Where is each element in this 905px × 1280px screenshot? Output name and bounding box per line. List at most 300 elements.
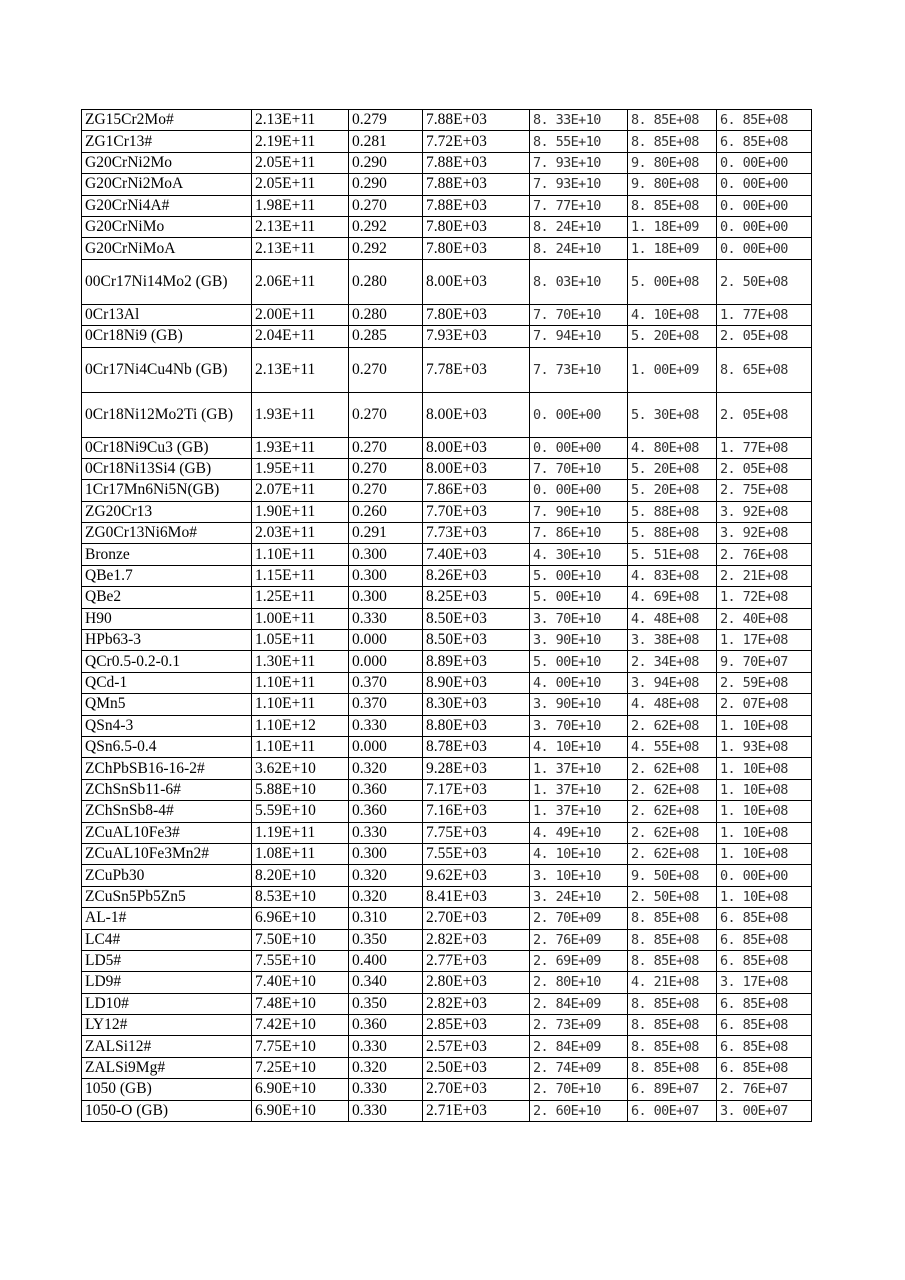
poisson-ratio-cell: 0.280 — [349, 304, 423, 325]
tensile-strength-cell: 8. 85E+08 — [628, 1036, 717, 1057]
shear-modulus-cell: 7. 90E+10 — [530, 501, 628, 522]
material-properties-table — [81, 109, 812, 1122]
shear-modulus-cell: 0. 00E+00 — [530, 480, 628, 501]
elastic-modulus-cell: 2.13E+11 — [252, 110, 349, 131]
tensile-strength-cell: 4. 55E+08 — [628, 736, 717, 757]
shear-modulus-cell: 2. 80E+10 — [530, 972, 628, 993]
elastic-modulus-cell: 8.53E+10 — [252, 886, 349, 907]
yield-strength-cell: 0. 00E+00 — [717, 174, 812, 195]
table-row — [82, 950, 812, 971]
table-row — [82, 630, 812, 651]
yield-strength-cell: 6. 85E+08 — [717, 950, 812, 971]
density-cell: 7.80E+03 — [423, 216, 530, 237]
table-row — [82, 843, 812, 864]
poisson-ratio-cell: 0.400 — [349, 950, 423, 971]
density-cell: 7.72E+03 — [423, 131, 530, 152]
table-row — [82, 480, 812, 501]
yield-strength-cell: 6. 85E+08 — [717, 110, 812, 131]
density-cell: 7.86E+03 — [423, 480, 530, 501]
shear-modulus-cell: 7. 73E+10 — [530, 347, 628, 392]
yield-strength-cell: 2. 40E+08 — [717, 608, 812, 629]
poisson-ratio-cell: 0.270 — [349, 458, 423, 479]
density-cell: 8.00E+03 — [423, 259, 530, 304]
tensile-strength-cell: 8. 85E+08 — [628, 950, 717, 971]
tensile-strength-cell: 4. 80E+08 — [628, 437, 717, 458]
yield-strength-cell: 1. 10E+08 — [717, 822, 812, 843]
table-row — [82, 929, 812, 950]
yield-strength-cell: 0. 00E+00 — [717, 152, 812, 173]
shear-modulus-cell: 4. 10E+10 — [530, 843, 628, 864]
yield-strength-cell: 2. 07E+08 — [717, 694, 812, 715]
material-name-cell: 0Cr18Ni12Mo2Ti (GB) — [82, 392, 252, 437]
tensile-strength-cell: 1. 18E+09 — [628, 238, 717, 259]
shear-modulus-cell: 3. 90E+10 — [530, 694, 628, 715]
yield-strength-cell: 2. 76E+08 — [717, 544, 812, 565]
poisson-ratio-cell: 0.300 — [349, 565, 423, 586]
elastic-modulus-cell: 2.05E+11 — [252, 152, 349, 173]
table-row — [82, 565, 812, 586]
shear-modulus-cell: 7. 93E+10 — [530, 174, 628, 195]
tensile-strength-cell: 9. 80E+08 — [628, 152, 717, 173]
table-row — [82, 779, 812, 800]
yield-strength-cell: 1. 10E+08 — [717, 886, 812, 907]
tensile-strength-cell: 8. 85E+08 — [628, 195, 717, 216]
yield-strength-cell: 6. 85E+08 — [717, 1015, 812, 1036]
yield-strength-cell: 2. 21E+08 — [717, 565, 812, 586]
tensile-strength-cell: 5. 30E+08 — [628, 392, 717, 437]
density-cell: 7.88E+03 — [423, 152, 530, 173]
yield-strength-cell: 2. 76E+07 — [717, 1079, 812, 1100]
density-cell: 8.78E+03 — [423, 736, 530, 757]
shear-modulus-cell: 1. 37E+10 — [530, 801, 628, 822]
shear-modulus-cell: 4. 10E+10 — [530, 736, 628, 757]
tensile-strength-cell: 5. 20E+08 — [628, 458, 717, 479]
tensile-strength-cell: 2. 62E+08 — [628, 758, 717, 779]
yield-strength-cell: 6. 85E+08 — [717, 131, 812, 152]
poisson-ratio-cell: 0.291 — [349, 523, 423, 544]
tensile-strength-cell: 4. 21E+08 — [628, 972, 717, 993]
table-row — [82, 259, 812, 304]
table-row — [82, 1015, 812, 1036]
density-cell: 7.88E+03 — [423, 195, 530, 216]
tensile-strength-cell: 5. 51E+08 — [628, 544, 717, 565]
tensile-strength-cell: 8. 85E+08 — [628, 929, 717, 950]
yield-strength-cell: 0. 00E+00 — [717, 238, 812, 259]
table-row — [82, 908, 812, 929]
tensile-strength-cell: 2. 62E+08 — [628, 843, 717, 864]
table-row — [82, 1079, 812, 1100]
poisson-ratio-cell: 0.270 — [349, 480, 423, 501]
elastic-modulus-cell: 7.55E+10 — [252, 950, 349, 971]
material-name-cell: G20CrNi2MoA — [82, 174, 252, 195]
poisson-ratio-cell: 0.320 — [349, 1057, 423, 1078]
density-cell: 7.16E+03 — [423, 801, 530, 822]
table-row — [82, 174, 812, 195]
material-name-cell: QCr0.5-0.2-0.1 — [82, 651, 252, 672]
yield-strength-cell: 6. 85E+08 — [717, 993, 812, 1014]
poisson-ratio-cell: 0.000 — [349, 736, 423, 757]
elastic-modulus-cell: 1.08E+11 — [252, 843, 349, 864]
table-row — [82, 1057, 812, 1078]
poisson-ratio-cell: 0.285 — [349, 326, 423, 347]
poisson-ratio-cell: 0.330 — [349, 715, 423, 736]
poisson-ratio-cell: 0.360 — [349, 1015, 423, 1036]
yield-strength-cell: 0. 00E+00 — [717, 195, 812, 216]
table-row — [82, 608, 812, 629]
poisson-ratio-cell: 0.330 — [349, 1100, 423, 1121]
poisson-ratio-cell: 0.370 — [349, 672, 423, 693]
density-cell: 2.57E+03 — [423, 1036, 530, 1057]
density-cell: 2.80E+03 — [423, 972, 530, 993]
yield-strength-cell: 1. 93E+08 — [717, 736, 812, 757]
poisson-ratio-cell: 0.290 — [349, 174, 423, 195]
material-name-cell: 00Cr17Ni14Mo2 (GB) — [82, 259, 252, 304]
density-cell: 7.73E+03 — [423, 523, 530, 544]
tensile-strength-cell: 3. 38E+08 — [628, 630, 717, 651]
density-cell: 8.00E+03 — [423, 458, 530, 479]
elastic-modulus-cell: 2.19E+11 — [252, 131, 349, 152]
shear-modulus-cell: 2. 73E+09 — [530, 1015, 628, 1036]
elastic-modulus-cell: 1.30E+11 — [252, 651, 349, 672]
poisson-ratio-cell: 0.320 — [349, 758, 423, 779]
table-row — [82, 544, 812, 565]
density-cell: 2.70E+03 — [423, 1079, 530, 1100]
shear-modulus-cell: 2. 70E+10 — [530, 1079, 628, 1100]
yield-strength-cell: 6. 85E+08 — [717, 908, 812, 929]
poisson-ratio-cell: 0.370 — [349, 694, 423, 715]
material-name-cell: 0Cr17Ni4Cu4Nb (GB) — [82, 347, 252, 392]
shear-modulus-cell: 7. 70E+10 — [530, 304, 628, 325]
elastic-modulus-cell: 1.25E+11 — [252, 587, 349, 608]
material-name-cell: LD10# — [82, 993, 252, 1014]
material-name-cell: ZChSnSb11-6# — [82, 779, 252, 800]
yield-strength-cell: 2. 50E+08 — [717, 259, 812, 304]
table-row — [82, 458, 812, 479]
material-name-cell: G20CrNiMoA — [82, 238, 252, 259]
density-cell: 7.55E+03 — [423, 843, 530, 864]
poisson-ratio-cell: 0.270 — [349, 392, 423, 437]
shear-modulus-cell: 2. 84E+09 — [530, 993, 628, 1014]
tensile-strength-cell: 6. 00E+07 — [628, 1100, 717, 1121]
tensile-strength-cell: 8. 85E+08 — [628, 1015, 717, 1036]
table-row — [82, 501, 812, 522]
tensile-strength-cell: 8. 85E+08 — [628, 908, 717, 929]
shear-modulus-cell: 1. 37E+10 — [530, 779, 628, 800]
material-name-cell: ZCuPb30 — [82, 865, 252, 886]
table-row — [82, 304, 812, 325]
poisson-ratio-cell: 0.292 — [349, 216, 423, 237]
material-name-cell: ZALSi9Mg# — [82, 1057, 252, 1078]
table-body — [82, 110, 812, 1122]
yield-strength-cell: 6. 85E+08 — [717, 929, 812, 950]
elastic-modulus-cell: 2.13E+11 — [252, 347, 349, 392]
yield-strength-cell: 3. 92E+08 — [717, 523, 812, 544]
density-cell: 2.82E+03 — [423, 929, 530, 950]
density-cell: 7.88E+03 — [423, 110, 530, 131]
elastic-modulus-cell: 1.00E+11 — [252, 608, 349, 629]
tensile-strength-cell: 9. 80E+08 — [628, 174, 717, 195]
table-row — [82, 758, 812, 779]
table-row — [82, 1100, 812, 1121]
shear-modulus-cell: 3. 70E+10 — [530, 608, 628, 629]
material-name-cell: HPb63-3 — [82, 630, 252, 651]
material-name-cell: ZCuAL10Fe3# — [82, 822, 252, 843]
yield-strength-cell: 1. 77E+08 — [717, 437, 812, 458]
table-row — [82, 523, 812, 544]
density-cell: 2.85E+03 — [423, 1015, 530, 1036]
table-row — [82, 736, 812, 757]
poisson-ratio-cell: 0.310 — [349, 908, 423, 929]
tensile-strength-cell: 2. 62E+08 — [628, 779, 717, 800]
table-row — [82, 238, 812, 259]
material-name-cell: G20CrNiMo — [82, 216, 252, 237]
table-row — [82, 587, 812, 608]
material-name-cell: 0Cr18Ni9 (GB) — [82, 326, 252, 347]
material-name-cell: Bronze — [82, 544, 252, 565]
material-name-cell: LC4# — [82, 929, 252, 950]
shear-modulus-cell: 2. 69E+09 — [530, 950, 628, 971]
tensile-strength-cell: 4. 10E+08 — [628, 304, 717, 325]
material-name-cell: ZG15Cr2Mo# — [82, 110, 252, 131]
material-name-cell: ZCuAL10Fe3Mn2# — [82, 843, 252, 864]
density-cell: 2.77E+03 — [423, 950, 530, 971]
elastic-modulus-cell: 2.13E+11 — [252, 216, 349, 237]
poisson-ratio-cell: 0.330 — [349, 1036, 423, 1057]
elastic-modulus-cell: 5.59E+10 — [252, 801, 349, 822]
elastic-modulus-cell: 1.15E+11 — [252, 565, 349, 586]
density-cell: 7.80E+03 — [423, 304, 530, 325]
shear-modulus-cell: 7. 77E+10 — [530, 195, 628, 216]
shear-modulus-cell: 7. 86E+10 — [530, 523, 628, 544]
table-row — [82, 993, 812, 1014]
tensile-strength-cell: 2. 62E+08 — [628, 822, 717, 843]
table-row — [82, 347, 812, 392]
elastic-modulus-cell: 1.05E+11 — [252, 630, 349, 651]
shear-modulus-cell: 8. 24E+10 — [530, 238, 628, 259]
tensile-strength-cell: 2. 62E+08 — [628, 715, 717, 736]
tensile-strength-cell: 9. 50E+08 — [628, 865, 717, 886]
material-name-cell: QCd-1 — [82, 672, 252, 693]
poisson-ratio-cell: 0.300 — [349, 843, 423, 864]
elastic-modulus-cell: 7.42E+10 — [252, 1015, 349, 1036]
poisson-ratio-cell: 0.000 — [349, 630, 423, 651]
shear-modulus-cell: 4. 49E+10 — [530, 822, 628, 843]
yield-strength-cell: 0. 00E+00 — [717, 865, 812, 886]
poisson-ratio-cell: 0.330 — [349, 1079, 423, 1100]
table-row — [82, 672, 812, 693]
poisson-ratio-cell: 0.360 — [349, 801, 423, 822]
tensile-strength-cell: 2. 34E+08 — [628, 651, 717, 672]
density-cell: 8.25E+03 — [423, 587, 530, 608]
shear-modulus-cell: 1. 37E+10 — [530, 758, 628, 779]
density-cell: 2.82E+03 — [423, 993, 530, 1014]
shear-modulus-cell: 4. 00E+10 — [530, 672, 628, 693]
table-row — [82, 392, 812, 437]
elastic-modulus-cell: 8.20E+10 — [252, 865, 349, 886]
yield-strength-cell: 1. 72E+08 — [717, 587, 812, 608]
yield-strength-cell: 1. 10E+08 — [717, 715, 812, 736]
density-cell: 8.26E+03 — [423, 565, 530, 586]
poisson-ratio-cell: 0.281 — [349, 131, 423, 152]
elastic-modulus-cell: 2.04E+11 — [252, 326, 349, 347]
shear-modulus-cell: 2. 70E+09 — [530, 908, 628, 929]
shear-modulus-cell: 0. 00E+00 — [530, 437, 628, 458]
shear-modulus-cell: 7. 93E+10 — [530, 152, 628, 173]
density-cell: 7.70E+03 — [423, 501, 530, 522]
yield-strength-cell: 6. 85E+08 — [717, 1057, 812, 1078]
yield-strength-cell: 6. 85E+08 — [717, 1036, 812, 1057]
yield-strength-cell: 0. 00E+00 — [717, 216, 812, 237]
shear-modulus-cell: 7. 94E+10 — [530, 326, 628, 347]
poisson-ratio-cell: 0.279 — [349, 110, 423, 131]
poisson-ratio-cell: 0.350 — [349, 993, 423, 1014]
density-cell: 2.50E+03 — [423, 1057, 530, 1078]
elastic-modulus-cell: 2.00E+11 — [252, 304, 349, 325]
poisson-ratio-cell: 0.350 — [349, 929, 423, 950]
density-cell: 7.17E+03 — [423, 779, 530, 800]
density-cell: 7.75E+03 — [423, 822, 530, 843]
elastic-modulus-cell: 6.90E+10 — [252, 1100, 349, 1121]
poisson-ratio-cell: 0.260 — [349, 501, 423, 522]
shear-modulus-cell: 2. 60E+10 — [530, 1100, 628, 1121]
yield-strength-cell: 1. 10E+08 — [717, 758, 812, 779]
elastic-modulus-cell: 7.75E+10 — [252, 1036, 349, 1057]
shear-modulus-cell: 4. 30E+10 — [530, 544, 628, 565]
density-cell: 8.80E+03 — [423, 715, 530, 736]
shear-modulus-cell: 5. 00E+10 — [530, 587, 628, 608]
shear-modulus-cell: 8. 24E+10 — [530, 216, 628, 237]
elastic-modulus-cell: 7.25E+10 — [252, 1057, 349, 1078]
shear-modulus-cell: 8. 55E+10 — [530, 131, 628, 152]
elastic-modulus-cell: 2.03E+11 — [252, 523, 349, 544]
shear-modulus-cell: 8. 03E+10 — [530, 259, 628, 304]
yield-strength-cell: 2. 75E+08 — [717, 480, 812, 501]
elastic-modulus-cell: 7.48E+10 — [252, 993, 349, 1014]
density-cell: 7.88E+03 — [423, 174, 530, 195]
density-cell: 8.89E+03 — [423, 651, 530, 672]
elastic-modulus-cell: 1.10E+11 — [252, 672, 349, 693]
poisson-ratio-cell: 0.330 — [349, 608, 423, 629]
elastic-modulus-cell: 2.13E+11 — [252, 238, 349, 259]
tensile-strength-cell: 6. 89E+07 — [628, 1079, 717, 1100]
material-name-cell: H90 — [82, 608, 252, 629]
yield-strength-cell: 1. 10E+08 — [717, 843, 812, 864]
table-row — [82, 886, 812, 907]
material-name-cell: G20CrNi2Mo — [82, 152, 252, 173]
elastic-modulus-cell: 7.40E+10 — [252, 972, 349, 993]
elastic-modulus-cell: 2.07E+11 — [252, 480, 349, 501]
elastic-modulus-cell: 1.10E+11 — [252, 736, 349, 757]
tensile-strength-cell: 3. 94E+08 — [628, 672, 717, 693]
tensile-strength-cell: 8. 85E+08 — [628, 1057, 717, 1078]
tensile-strength-cell: 4. 69E+08 — [628, 587, 717, 608]
density-cell: 8.50E+03 — [423, 630, 530, 651]
density-cell: 7.40E+03 — [423, 544, 530, 565]
table-row — [82, 715, 812, 736]
poisson-ratio-cell: 0.270 — [349, 437, 423, 458]
yield-strength-cell: 1. 77E+08 — [717, 304, 812, 325]
table-row — [82, 131, 812, 152]
yield-strength-cell: 9. 70E+07 — [717, 651, 812, 672]
density-cell: 9.62E+03 — [423, 865, 530, 886]
shear-modulus-cell: 3. 10E+10 — [530, 865, 628, 886]
elastic-modulus-cell: 1.95E+11 — [252, 458, 349, 479]
poisson-ratio-cell: 0.360 — [349, 779, 423, 800]
tensile-strength-cell: 8. 85E+08 — [628, 131, 717, 152]
material-name-cell: QSn4-3 — [82, 715, 252, 736]
table-row — [82, 437, 812, 458]
shear-modulus-cell: 3. 90E+10 — [530, 630, 628, 651]
density-cell: 7.93E+03 — [423, 326, 530, 347]
shear-modulus-cell: 0. 00E+00 — [530, 392, 628, 437]
material-name-cell: 0Cr18Ni9Cu3 (GB) — [82, 437, 252, 458]
tensile-strength-cell: 4. 48E+08 — [628, 608, 717, 629]
material-name-cell: 0Cr13Al — [82, 304, 252, 325]
elastic-modulus-cell: 1.98E+11 — [252, 195, 349, 216]
poisson-ratio-cell: 0.300 — [349, 587, 423, 608]
shear-modulus-cell: 3. 70E+10 — [530, 715, 628, 736]
elastic-modulus-cell: 5.88E+10 — [252, 779, 349, 800]
tensile-strength-cell: 4. 83E+08 — [628, 565, 717, 586]
density-cell: 8.90E+03 — [423, 672, 530, 693]
shear-modulus-cell: 8. 33E+10 — [530, 110, 628, 131]
density-cell: 7.78E+03 — [423, 347, 530, 392]
elastic-modulus-cell: 3.62E+10 — [252, 758, 349, 779]
poisson-ratio-cell: 0.280 — [349, 259, 423, 304]
shear-modulus-cell: 2. 84E+09 — [530, 1036, 628, 1057]
poisson-ratio-cell: 0.320 — [349, 886, 423, 907]
shear-modulus-cell: 7. 70E+10 — [530, 458, 628, 479]
elastic-modulus-cell: 1.10E+11 — [252, 544, 349, 565]
elastic-modulus-cell: 1.19E+11 — [252, 822, 349, 843]
material-name-cell: ZG20Cr13 — [82, 501, 252, 522]
yield-strength-cell: 1. 10E+08 — [717, 779, 812, 800]
table-row — [82, 110, 812, 131]
material-name-cell: ZALSi12# — [82, 1036, 252, 1057]
elastic-modulus-cell: 1.90E+11 — [252, 501, 349, 522]
tensile-strength-cell: 2. 62E+08 — [628, 801, 717, 822]
tensile-strength-cell: 2. 50E+08 — [628, 886, 717, 907]
material-name-cell: QMn5 — [82, 694, 252, 715]
density-cell: 9.28E+03 — [423, 758, 530, 779]
density-cell: 7.80E+03 — [423, 238, 530, 259]
tensile-strength-cell: 4. 48E+08 — [628, 694, 717, 715]
table-row — [82, 822, 812, 843]
yield-strength-cell: 2. 59E+08 — [717, 672, 812, 693]
elastic-modulus-cell: 6.90E+10 — [252, 1079, 349, 1100]
table-row — [82, 694, 812, 715]
poisson-ratio-cell: 0.292 — [349, 238, 423, 259]
material-name-cell: ZChSnSb8-4# — [82, 801, 252, 822]
table-row — [82, 865, 812, 886]
material-name-cell: LD5# — [82, 950, 252, 971]
material-name-cell: ZG1Cr13# — [82, 131, 252, 152]
material-name-cell: AL-1# — [82, 908, 252, 929]
poisson-ratio-cell: 0.300 — [349, 544, 423, 565]
tensile-strength-cell: 1. 18E+09 — [628, 216, 717, 237]
tensile-strength-cell: 8. 85E+08 — [628, 993, 717, 1014]
elastic-modulus-cell: 1.93E+11 — [252, 437, 349, 458]
poisson-ratio-cell: 0.000 — [349, 651, 423, 672]
material-name-cell: ZChPbSB16-16-2# — [82, 758, 252, 779]
table-row — [82, 216, 812, 237]
table-row — [82, 195, 812, 216]
elastic-modulus-cell: 1.10E+12 — [252, 715, 349, 736]
density-cell: 8.41E+03 — [423, 886, 530, 907]
material-name-cell: 0Cr18Ni13Si4 (GB) — [82, 458, 252, 479]
elastic-modulus-cell: 1.93E+11 — [252, 392, 349, 437]
density-cell: 8.00E+03 — [423, 437, 530, 458]
